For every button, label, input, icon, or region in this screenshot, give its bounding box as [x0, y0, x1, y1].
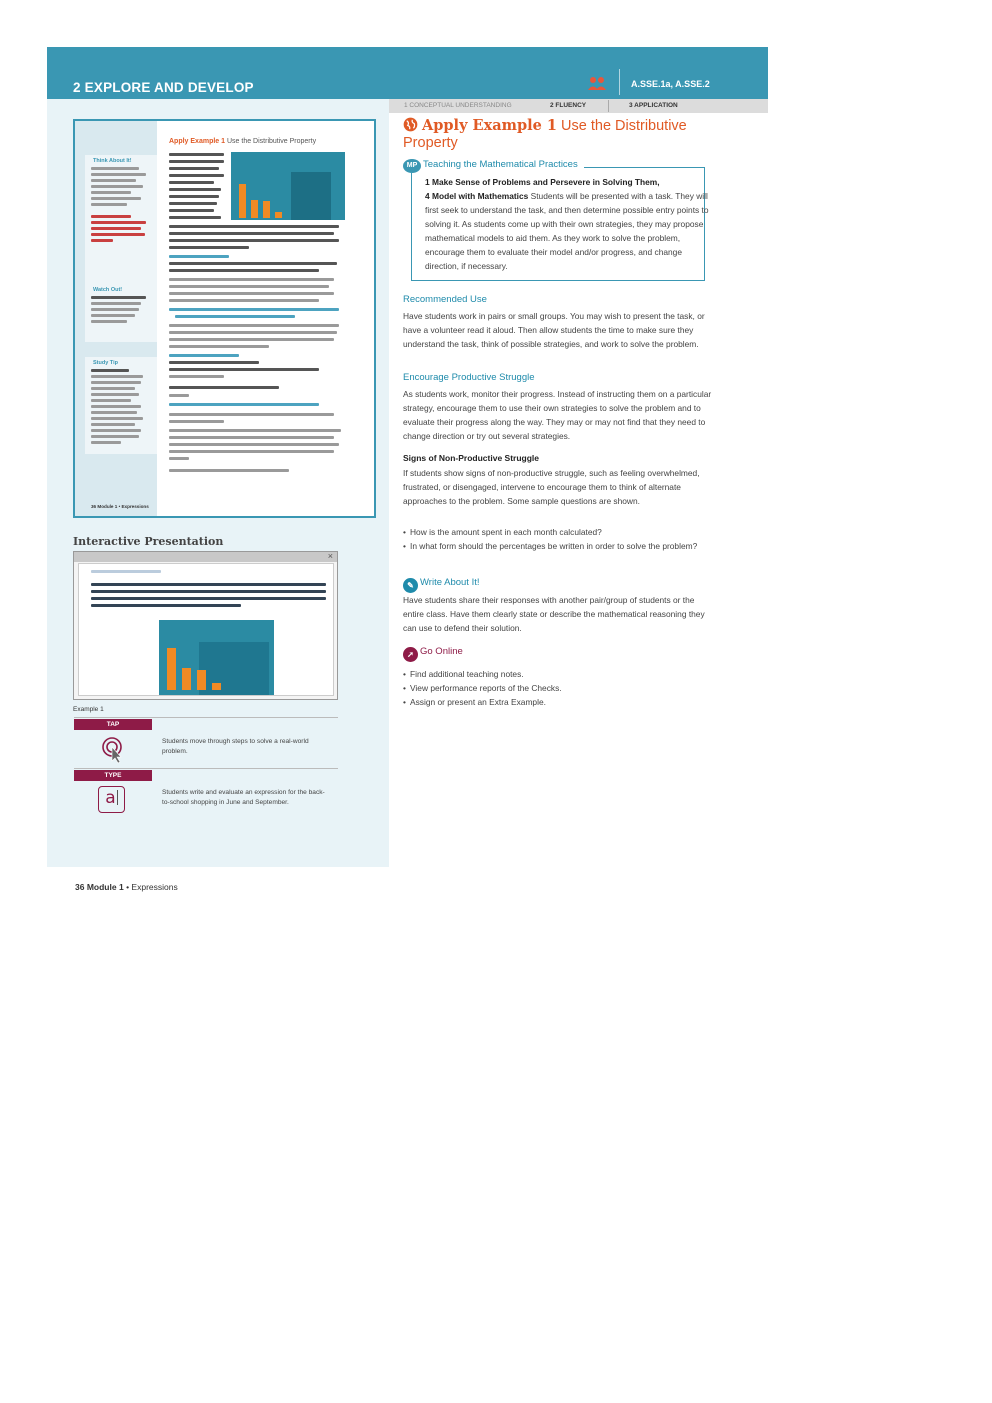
- write-about-heading: [403, 577, 480, 593]
- mp-line1: 1 Make Sense of Problems and Persevere in Solving Them,: [425, 177, 660, 187]
- mp-title-text: Teaching the Mathematical Practices: [423, 159, 578, 170]
- type-description: Students write and evaluate an expression for the back-to-school shopping in June and September.: [162, 789, 325, 806]
- section-title: 2 EXPLORE AND DEVELOP: [73, 80, 254, 95]
- section-header: [47, 47, 768, 99]
- tap-label: TAP: [74, 719, 152, 730]
- study-tip-heading: Study Tip: [93, 360, 118, 366]
- thumbnail-title-bold: Apply Example 1: [169, 138, 226, 145]
- page-number: 36: [75, 882, 85, 892]
- module-name: Module 1: [86, 882, 124, 892]
- list-item: • View performance reports of the Checks.: [403, 681, 715, 695]
- presentation-bar-aug: [197, 670, 206, 690]
- list-item: • In what form should the percentages be written in order to solve the problem?: [403, 539, 715, 553]
- close-icon[interactable]: ×: [327, 551, 333, 561]
- apply-example-heading: [403, 117, 703, 152]
- non-productive-text: If students show signs of non-productive struggle, such as feeling overwhelmed, frustrated, or disengaged, intervene to encourage them to think of alternate approaches to the problem. Some sample questions are shown.: [403, 468, 700, 506]
- presentation-bar-june: [167, 648, 176, 690]
- cursor-icon: ➚: [403, 647, 418, 662]
- tab-fluency: 2 FLUENCY: [550, 102, 587, 109]
- header-divider: [619, 69, 620, 95]
- tab-divider: [608, 100, 609, 112]
- mp-line2-rest: Students will be presented with a task. They will first seek to understand the task, and then determine possible entry points to solving it. As students come up with their own strategies, they may propose mathematical models to aid them. As they work to solve the problem, encourage them to evaluate their model and/or progress, and change direction, if necessary.: [425, 191, 709, 271]
- thumbnail-bar-june: [239, 184, 246, 218]
- presentation-bar-july: [182, 668, 191, 690]
- thumbnail-page-label: 36 Module 1 • Expressions: [91, 504, 149, 509]
- mp-line2-bold: 4 Model with Mathematics: [425, 191, 529, 201]
- productive-struggle-heading: Encourage Productive Struggle: [403, 372, 535, 383]
- presentation-chart-image: [159, 620, 274, 695]
- tab-conceptual-understanding: 1 CONCEPTUAL UNDERSTANDING: [404, 102, 512, 109]
- list-item: • Assign or present an Extra Example.: [403, 695, 715, 709]
- pencil-icon: ✎: [403, 578, 418, 593]
- think-about-it-box: [85, 155, 157, 305]
- tab-application: 3 APPLICATION: [629, 102, 678, 109]
- watch-out-box: [85, 284, 157, 342]
- interactive-presentation-frame: [73, 551, 338, 700]
- list-item: • Find additional teaching notes.: [403, 667, 715, 681]
- go-online-heading-text: Go Online: [420, 646, 463, 657]
- mp-badge-icon: MP: [403, 159, 421, 173]
- thumbnail-bar-sept: [275, 212, 282, 218]
- apply-example-rest: Use the Distributive Property: [403, 118, 687, 151]
- interactive-presentation-title: Interactive Presentation: [73, 535, 224, 548]
- divider: [74, 717, 338, 718]
- thumbnail-bar-july: [251, 200, 258, 218]
- thumbnail-example-title: [169, 138, 316, 145]
- productive-struggle-text: As students work, monitor their progress. Instead of instructing them on a particular strategy, encourage them to use their own strategies to solve the problem and to evaluate their progress along the way. They may or may not find that they need to change direction or try out several strategies.: [403, 389, 712, 441]
- globe-icon: [403, 117, 418, 132]
- standards-label: A.SSE.1a, A.SSE.2: [631, 79, 710, 89]
- footer-separator: •: [126, 882, 130, 892]
- go-online-list: [403, 667, 715, 709]
- example-label: Example 1: [73, 706, 104, 713]
- think-about-it-heading: Think About It!: [93, 158, 132, 164]
- tap-icon: [101, 736, 127, 764]
- recommended-use-text: Have students work in pairs or small groups. You may wish to present the task, or have a volunteer read it aloud. Then allow students the time to make sure they understand the task, think of possible strategies, and work to solve the problem.: [403, 311, 705, 349]
- mathematical-practices-text: [425, 175, 710, 273]
- page-footer: [75, 882, 178, 892]
- student-page-thumbnail: [73, 119, 376, 518]
- presentation-bar-sept: [212, 683, 221, 690]
- go-online-heading: [403, 646, 463, 662]
- thumbnail-chart-image: [231, 152, 345, 220]
- divider: [74, 768, 338, 769]
- tap-description: Students move through steps to solve a real-world problem.: [162, 738, 309, 755]
- apply-example-bold: Apply Example 1: [422, 117, 557, 134]
- sample-questions-list: [403, 525, 715, 553]
- type-label: TYPE: [74, 770, 152, 781]
- non-productive-heading: Signs of Non-Productive Struggle: [403, 453, 540, 463]
- recommended-use-heading: Recommended Use: [403, 294, 487, 305]
- presentation-topbar: [74, 552, 337, 562]
- thumbnail-title-rest: Use the Distributive Property: [226, 138, 317, 145]
- type-icon: [98, 786, 125, 813]
- topic-name: Expressions: [131, 882, 178, 892]
- watch-out-heading: Watch Out!: [93, 287, 123, 293]
- write-about-text: Have students share their responses with another pair/group of students or the entire class. Have them clearly state or describe the mathematical reasoning they can use to defend their solution.: [403, 595, 705, 633]
- type-icon-glyph: a: [105, 788, 116, 808]
- presentation-screen[interactable]: [78, 563, 334, 696]
- write-about-heading-text: Write About It!: [420, 577, 480, 588]
- lesson-phase-tabs: [389, 99, 768, 113]
- people-icon: [587, 74, 607, 92]
- list-item: • How is the amount spent in each month calculated?: [403, 525, 715, 539]
- thumbnail-bar-aug: [263, 201, 270, 218]
- mathematical-practices-title: [403, 159, 584, 173]
- study-tip-box: [85, 357, 157, 454]
